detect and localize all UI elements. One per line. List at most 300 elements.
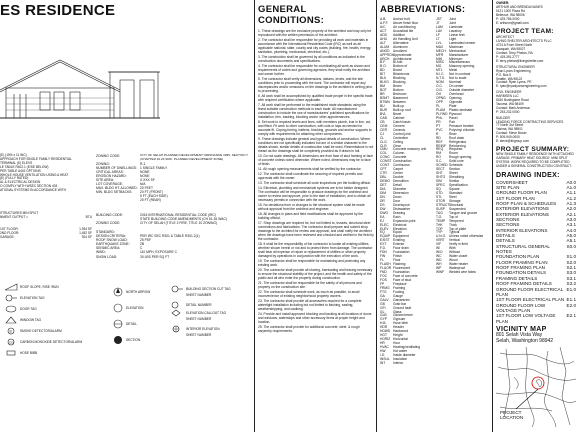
- abbreviation-meaning: Dimension: [393, 190, 409, 195]
- elevation-tag-icon: [4, 294, 18, 302]
- legend-label: SMOKE DETECTOR/ALARM: [20, 329, 62, 333]
- abbreviation-meaning: Flashing: [393, 262, 406, 267]
- column-divider: [492, 0, 493, 432]
- abbreviation-meaning: Outside diameter: [449, 88, 475, 93]
- area-table: [0, 228, 92, 240]
- abbreviation-meaning: Built-up roof: [393, 107, 411, 112]
- elevation-icon: [112, 303, 124, 313]
- abbreviation-meaning: Beam: [393, 84, 402, 89]
- info-line: (E) (15% x 11 INC): [0, 153, 27, 157]
- abbreviation-meaning: Bottom: [393, 88, 404, 93]
- abbreviation-key: FLUOR: [380, 266, 392, 271]
- abbreviation-key: CTR: [380, 171, 387, 176]
- area-label: GARAGE:: [0, 234, 15, 239]
- abbreviation-meaning: Vertical: [449, 238, 460, 243]
- detail-number-icon: [170, 301, 184, 309]
- abbreviation-key: ALUM: [380, 44, 390, 49]
- svg-text:S: S: [9, 329, 12, 334]
- criteria-label: WIND:: [96, 250, 106, 255]
- legend-label: SECTION: [126, 338, 141, 342]
- abbreviation-key: BSMT: [380, 96, 390, 101]
- abbreviations-column: [380, 0, 490, 432]
- code-value: STATE BUILDING CODE AMENDMENTS (CH 51-51 WAC): [140, 217, 227, 222]
- symbol-legend-mid: [112, 287, 162, 351]
- criteria-label: SEISMIC AREA:: [96, 246, 121, 251]
- zoning-label: ZONING CODE:: [96, 154, 121, 158]
- zoning-label: LOT COVERAGE:: [96, 182, 123, 187]
- abbreviation-key: O.C.: [436, 84, 443, 89]
- owner-line: 5121 1000 Plaza Rd: [496, 8, 525, 13]
- abbreviation-key: WWF: [436, 270, 445, 274]
- abbreviation-meaning: Basement: [393, 96, 408, 101]
- abbreviation-meaning: Miscellaneous: [449, 60, 470, 65]
- abbreviation-key: ELEC: [380, 222, 389, 227]
- abbreviation-meaning: Gypsum: [393, 317, 406, 322]
- general-condition-item: 4. The contractor shall be responsible for coordinating all work as shown and requirements of codes and governing agencies, they shall notify the architect and owner further.: [258, 64, 370, 76]
- abbreviation-key: CPT: [380, 167, 387, 172]
- area-label: 2ND FLOOR:: [0, 230, 20, 235]
- abbreviation-key: BD: [380, 68, 385, 73]
- abbreviation-meaning: Above finish floor: [393, 20, 419, 25]
- zoning-table: [96, 154, 252, 203]
- abbreviation-meaning: Center: [393, 171, 403, 176]
- window-tag-icon: [4, 316, 18, 324]
- abbreviation-meaning: Continuous: [393, 163, 410, 168]
- abbreviation-key: HW: [380, 349, 386, 354]
- elevation-callout-icon: [170, 309, 184, 317]
- general-condition-item: 24. Provide and install approved blocking and backing at all locations of doors and windows, waterstops and other accessory items at proper height and location.: [258, 312, 372, 324]
- general-condition-item: 3. The construction shall be governed by all conditions as indicated in the construction documents and specifications.: [258, 55, 365, 63]
- general-condition-item: 15. No deviations from or changes to the structural system shall be made without approval from the architect and engineer.: [258, 203, 365, 211]
- abbreviation-meaning: Joist: [449, 17, 456, 21]
- abbreviation-meaning: Welded wire fabric: [449, 270, 477, 274]
- zoning-label: EROSION HAZARD:: [96, 173, 127, 178]
- abbreviation-key: SECT: [436, 167, 445, 172]
- abbreviation-meaning: Thick: [449, 222, 457, 227]
- abbreviation-meaning: Rough opening: [449, 155, 472, 160]
- abbreviation-key: BTWN: [380, 100, 390, 105]
- abbreviation-key: DR: [380, 198, 385, 203]
- abbreviation-key: MAX: [436, 44, 444, 49]
- abbreviation-meaning: Concrete: [393, 155, 407, 160]
- zoning-value: 1 SINGLE FAMILY: [140, 165, 168, 170]
- abbreviation-meaning: Bottom of: [393, 64, 408, 69]
- abbreviation-key: PLAM: [436, 107, 445, 112]
- abbreviation-key: APPROX: [380, 52, 394, 57]
- abbreviation-key: A.F.F.: [380, 20, 389, 25]
- abbreviation-key: T.O.: [436, 214, 443, 219]
- abbreviation-key: HDR: [380, 325, 388, 330]
- abbreviation-key: GA: [380, 293, 385, 298]
- abbreviation-key: DIM: [380, 190, 387, 195]
- abbreviation-key: TYP: [436, 230, 443, 235]
- abbreviation-meaning: Plastic laminate: [449, 107, 473, 112]
- abbreviation-key: DBL: [380, 175, 387, 180]
- abbreviation-meaning: Square: [449, 186, 460, 191]
- abbreviation-row: [380, 362, 434, 366]
- column-divider: [376, 0, 377, 432]
- abbreviation-key: N.I.C.: [436, 72, 445, 77]
- north-arrow-icon: [112, 287, 124, 297]
- abbreviation-key: INT: [380, 360, 386, 365]
- abbreviation-meaning: Plywood: [449, 111, 462, 116]
- abbreviation-key: RO: [436, 155, 441, 160]
- abbreviation-key: CL: [380, 135, 385, 140]
- abbreviation-meaning: Section: [449, 167, 460, 172]
- project-location-label: [500, 410, 523, 420]
- abbreviation-key: STOR: [436, 198, 446, 203]
- general-condition-item: 21. The contractor shall be responsible for the safety of all persons and property on the construction site.: [258, 281, 362, 289]
- drawing-number: S3.2: [566, 281, 576, 287]
- drawing-number: A3.1: [566, 222, 576, 228]
- info-line: APPROACH FOR SINGLE FAMILY RESIDENTIAL: [0, 156, 72, 161]
- abbreviation-meaning: Control joint: [393, 131, 411, 136]
- abbreviation-key: N.T.S.: [436, 76, 445, 81]
- project-team-info: [496, 36, 576, 144]
- team-line: E: terry.phelan@livingshelter.com: [496, 58, 544, 63]
- area-value: 1,934 SF: [79, 227, 92, 231]
- structures-note: [0, 212, 92, 220]
- abbreviation-meaning: Equal: [393, 230, 402, 235]
- abbreviation-key: BM: [380, 84, 385, 89]
- team-line: Contact: Terry Phelan, RA: [496, 51, 533, 56]
- abbreviation-key: CONC: [380, 155, 390, 160]
- abbreviation-meaning: Fluorescent: [393, 266, 411, 271]
- team-line: 5430 Burlingame Road: [496, 98, 529, 103]
- team-line: P: 509-949-0000: [496, 135, 520, 140]
- legend-label: DOOR TAG: [20, 307, 37, 311]
- abbreviation-meaning: Finish: [393, 254, 402, 259]
- abbreviation-meaning: Maximum: [449, 44, 464, 49]
- abbreviation-meaning: Schedule: [449, 163, 463, 168]
- symbol-legend-right: [170, 285, 252, 337]
- abbreviation-key: LT: [436, 36, 440, 41]
- legend-label: ELEVATION CALLOUT TAG: [186, 311, 227, 315]
- drawing-name: STRUCTURAL GENERAL NOTES: [496, 243, 550, 255]
- abbreviation-key: JT: [436, 20, 440, 25]
- general-conditions-list: [258, 29, 374, 333]
- drawing-index-list: [496, 180, 576, 324]
- abbreviation-key: STRUCT: [436, 202, 450, 207]
- abbreviation-meaning: Height: [393, 333, 403, 338]
- abbreviation-meaning: Water heater: [449, 262, 468, 267]
- abbreviation-meaning: Suspended: [449, 206, 466, 211]
- abbreviation-key: BU: [380, 103, 385, 108]
- owner-line: Bellevue, WA 98006: [496, 12, 525, 17]
- team-line: Seattle, WA 98122: [496, 76, 523, 81]
- abbreviation-key: HR: [380, 341, 385, 346]
- abbreviation-meaning: Exterior: [393, 242, 405, 247]
- abbreviation-meaning: Typical: [449, 230, 460, 235]
- abbreviation-key: VERT: [436, 238, 445, 243]
- abbreviation-meaning: Downspout: [393, 202, 410, 207]
- abbreviation-key: FLASH: [380, 262, 391, 267]
- abbreviation-key: GYP: [380, 317, 387, 322]
- abbreviation-key: B.O.: [380, 64, 387, 69]
- abbreviation-key: BVL: [380, 111, 387, 116]
- abbreviation-key: HDWD: [380, 329, 391, 334]
- owner-heading: OWNER:: [496, 1, 510, 5]
- abbreviation-key: SPEC: [436, 183, 445, 188]
- abbreviation-key: DWG: [380, 210, 389, 215]
- zoning-label: SITE AREA:: [96, 177, 114, 182]
- general-condition-item: 18. It shall be the responsibility of the contractor to locate all existing utilities whether shown herein or not and to protect them from damage. The contractor shall bear all expense of repair or replacement of utilities or other property damaged by operations in conjunction with the execution of the work.: [258, 242, 373, 258]
- abbreviation-key: DN: [380, 194, 385, 199]
- drawing-name: GROUND FLOOR PLAN: [496, 190, 547, 196]
- drawing-number: S3.0: [566, 270, 576, 276]
- abbreviation-meaning: Demolition: [393, 179, 409, 184]
- door-tag-icon: [4, 305, 18, 313]
- abbreviation-meaning: Top of plate: [449, 226, 467, 231]
- criteria-label: STANDARD:: [96, 230, 115, 234]
- team-line: P: 253.232.0000: [496, 109, 520, 114]
- general-condition-item: 2. The contractor shall be responsible for providing all work and materials in accordance with the International Residential Code (IRC) as well as all applicable national, state, county and city codes (building, fire, health, energy, sanitation, plumbing, mechanical, electrical, etc.).: [258, 38, 372, 54]
- abbreviation-meaning: Cabinet: [393, 115, 405, 120]
- abbreviation-key: BIT: [380, 72, 386, 77]
- abbreviation-key: CLG: [380, 139, 387, 144]
- abbreviation-key: PLYWD: [436, 111, 448, 116]
- abbreviation-key: DW: [380, 206, 386, 211]
- abbreviation-meaning: Blocking: [393, 76, 406, 81]
- abbreviation-meaning: Glulam beam: [393, 313, 413, 318]
- drawing-number: A1.1: [566, 190, 576, 196]
- abbreviation-key: JST: [436, 17, 442, 21]
- abbreviation-meaning: Between: [393, 100, 406, 105]
- abbreviation-meaning: Ceiling: [393, 139, 404, 144]
- drawing-name: SITE PLAN: [496, 184, 520, 190]
- abbreviation-meaning: Anodized: [393, 48, 407, 53]
- drawing-name: FOUNDATION PLAN: [496, 254, 540, 260]
- general-condition-item: 25. The contractor shall provide for additional concrete, steel, & rough carpentry requirements.: [258, 325, 360, 333]
- building-code-table: [96, 213, 252, 225]
- abbreviation-key: FOC: [380, 273, 387, 278]
- abbreviation-key: SQ: [436, 186, 441, 191]
- abbreviation-meaning: Plate: [449, 103, 457, 108]
- house-elevation-drawing: [0, 42, 160, 122]
- drawing-name: 1ST FLOOR ELECTRICAL PLAN: [496, 297, 565, 303]
- abbreviation-key: CMU: [380, 147, 388, 152]
- abbreviation-meaning: Linear feet: [449, 32, 465, 37]
- interior-elevation-icon: [170, 325, 184, 333]
- legend-label: CARBON MONOXIDE DETECTOR/ALARM: [20, 340, 83, 344]
- drawing-name: INTERIOR ELEVATIONS: [496, 227, 548, 233]
- drawing-name: SECTIONS: [496, 222, 520, 228]
- abbreviation-key: PNL: [436, 115, 443, 120]
- abbreviation-key: MIN: [436, 56, 443, 61]
- project-location-marker: [532, 377, 544, 389]
- team-line: Tacoma, WA 98409: [496, 101, 524, 106]
- info-line: ATIONAL SYSTEMS IN ACCORDANCE WITH: [0, 188, 66, 193]
- abbreviation-key: GB: [380, 301, 385, 306]
- drawing-name: DETAILS: [496, 238, 515, 244]
- drawing-number: S2.1: [566, 265, 576, 271]
- abbreviation-key: F.D.: [380, 246, 386, 251]
- abbreviation-key: WC: [436, 254, 442, 259]
- abbreviation-meaning: Hot water: [393, 349, 408, 354]
- legend-label: SHEET NUMBER: [186, 333, 212, 337]
- abbreviation-key: HVAC: [380, 345, 389, 350]
- general-condition-item: 10. Do not scale drawings. All dimensions are from face of stud framing or face of concrete unless noted otherwise. Where noted, dimensions may be to face of finish.: [258, 154, 373, 166]
- info-line: O COMPLY WITH WSEC SECTION 403: [0, 184, 58, 189]
- general-condition-item: 17. Shop drawings are required for, but not limited to, trusses, structural steel connections and fabrications. The contractor shall prepare and submit shop drawings to the architect for review and approval, and shall notify the architect when the drawings have been reviewed and checked and verified in the field by the contractor.: [258, 221, 374, 241]
- abbreviation-key: DEMO: [380, 179, 390, 184]
- team-line: STRUCTURAL ENGINEER: [496, 64, 535, 69]
- drawing-number: S0.0: [566, 243, 576, 249]
- zoning-value: NONE: [140, 169, 150, 174]
- abbreviation-meaning: Aluminum: [393, 44, 408, 49]
- detail-icon: [112, 319, 124, 329]
- abbreviation-meaning: Storage: [449, 198, 461, 203]
- zoning-value: N/A: [140, 182, 146, 187]
- abbreviation-meaning: Water closet: [449, 254, 468, 259]
- legend-label: ELEVATION TAG: [20, 296, 45, 300]
- legend-label: BUILDING SECTION CUT TAG: [186, 287, 231, 291]
- drawing-index-row: [496, 303, 576, 314]
- abbreviation-meaning: Insulation: [393, 356, 408, 361]
- abbreviation-meaning: Door: [393, 198, 401, 203]
- abbreviation-key: W/: [436, 246, 441, 251]
- drawing-name: SECTIONS: [496, 217, 520, 223]
- drawing-number: A2.1: [566, 211, 576, 217]
- legend-label: INTERIOR ELEVATION: [186, 327, 220, 331]
- abbreviation-key: FTG: [380, 289, 387, 294]
- abbreviation-key: DET: [380, 183, 387, 188]
- abbreviation-meaning: Cement: [393, 123, 405, 128]
- abbreviation-meaning: Electrical: [393, 222, 407, 227]
- general-condition-item: 5. The contractor shall verify all dimensions, datums, levels, and the site conditions prior to proceeding with the work. The contractor will report any discrepancies and/or omissions on the drawings to the architect in writing prior to proceeding.: [258, 77, 373, 93]
- abbreviation-meaning: Double: [393, 175, 404, 180]
- abbreviation-meaning: Sheathing: [449, 175, 464, 180]
- symbol-legend-left: [4, 283, 94, 360]
- abbreviation-key: OH: [436, 92, 441, 97]
- general-conditions-column: [258, 0, 374, 432]
- abbreviation-meaning: Fireplace: [393, 281, 407, 286]
- abbreviation-meaning: Face of concrete: [393, 273, 418, 278]
- general-condition-item: 6. All work shall be accomplished by qualified trade people in the specific trade with required certification where applicable.: [258, 94, 373, 102]
- criteria-label: DESIGN CRITERIA:: [96, 234, 126, 239]
- abbreviation-meaning: On center: [449, 84, 464, 89]
- abbreviation-meaning: Opposite: [449, 100, 463, 105]
- abbreviation-key: EXT: [380, 242, 387, 247]
- drawing-number: A5.0: [566, 233, 576, 239]
- drawing-name: FLOOR FRAMING PLAN: [496, 259, 548, 265]
- section-cut-tag-icon: [170, 285, 184, 293]
- abbreviation-key: CB: [380, 119, 385, 124]
- zoning-label: [96, 198, 140, 202]
- general-condition-item: 14. Electrical, plumbing and mechanical systems are to be bidder designed. The contractor will be responsible to produce drawings for the architect and owner to review and approve, prior to the start of installation, and to obtain all necessary permits in connection with the work.: [258, 186, 371, 202]
- general-condition-item: 13. The contractor shall schedule all code inspections per the building official.: [258, 181, 371, 185]
- zoning-value: 5 FT (EACH SIDE): [140, 194, 168, 199]
- zoning-label: CRITICAL AREAS:: [96, 169, 124, 174]
- abbreviation-meaning: Required: [449, 147, 463, 152]
- drawing-number: E2.0: [566, 302, 576, 308]
- abbreviation-meaning: Not in contract: [449, 72, 471, 77]
- abbreviation-key: I.D.: [380, 353, 386, 358]
- legend-label: HOSE BIBB: [20, 351, 38, 355]
- project-location-label-line2: LOCATION: [500, 415, 524, 421]
- abbreviation-meaning: Horizontal: [393, 337, 408, 342]
- zoning-value: NONE: [140, 173, 150, 178]
- abbreviation-key: MTL: [436, 68, 443, 73]
- abbreviation-key: PR: [436, 119, 441, 124]
- abbreviation-meaning: Galvanized: [393, 297, 410, 302]
- abbreviation-meaning: Built-up: [393, 103, 405, 108]
- project-location-label-line1: PROJECT: [500, 410, 522, 415]
- abbreviation-key: REF: [436, 139, 443, 144]
- abbreviation-meaning: Verify in field: [449, 242, 468, 247]
- drawing-name: GROUND FLOOR ELECTRICAL PLAN: [496, 286, 563, 297]
- abbreviation-key: U.N.O.: [436, 234, 447, 239]
- abbreviation-key: PL: [436, 103, 441, 108]
- drawing-number: E2.1: [566, 313, 576, 319]
- team-line: E: ryan@ryanlyonsengineering.com: [496, 84, 547, 89]
- abbreviation-key: SIM: [436, 179, 442, 184]
- abbreviation-meaning: Face of stud: [393, 277, 412, 282]
- abbreviation-meaning: Equipment: [393, 234, 409, 239]
- abbreviation-meaning: Interior: [393, 360, 404, 365]
- abbreviation-key: LAM: [436, 24, 443, 29]
- abbreviation-key: SUSP: [436, 206, 445, 211]
- abbreviation-key: B.F.: [380, 60, 386, 65]
- abbreviation-meaning: Pair: [449, 119, 455, 124]
- abbreviation-meaning: Elevation: [393, 226, 407, 231]
- general-conditions-heading: GENERAL CONDITIONS:: [258, 4, 325, 26]
- abbreviation-meaning: Steel: [449, 194, 457, 199]
- drawing-number: A1.2: [566, 195, 576, 201]
- code-label: ZONING CODE:: [96, 221, 121, 226]
- abbreviation-key: R: [436, 131, 439, 136]
- drawing-number: A5.1: [566, 238, 576, 244]
- abbreviation-key: GLB: [380, 313, 387, 318]
- abbreviation-key: ARCH: [380, 56, 390, 61]
- abbreviation-key: BOT: [380, 88, 387, 93]
- abbreviation-key: FP: [380, 281, 385, 286]
- structures-sub: NMENT OUTPUT =: [0, 214, 28, 219]
- abbreviation-meaning: Addition: [393, 32, 405, 37]
- structures-unit: BTU: [85, 214, 92, 219]
- left-column: [0, 0, 254, 432]
- team-line: 4724 A Front Street North: [496, 43, 533, 48]
- zoning-value: 20 FT (REAR): [140, 198, 161, 203]
- abbreviation-key: ANOD: [380, 48, 390, 53]
- owner-line: ARTHUR AND BRENDA NUNES: [496, 4, 543, 9]
- abbreviation-key: CAB: [380, 115, 387, 120]
- abbreviation-meaning: Top of: [449, 214, 458, 219]
- abbreviation-key: GL: [380, 309, 385, 314]
- hose-bibb-icon: [4, 349, 18, 357]
- drawing-name: ROOF FRAMING PLAN: [496, 265, 546, 271]
- abbreviation-key: MECH: [436, 48, 446, 53]
- abbreviation-key: EA: [380, 214, 385, 219]
- abbreviation-meaning: Tempered: [449, 218, 464, 223]
- abbreviation-key: VIF: [436, 242, 442, 247]
- criteria-value: 110 MPH, EXPOSURE C: [140, 250, 177, 255]
- abbreviation-key: WH: [436, 262, 442, 267]
- abbreviation-meaning: Refrigerator: [449, 139, 467, 144]
- abbreviation-meaning: Each: [393, 214, 401, 219]
- abbreviation-key: WD: [436, 258, 442, 263]
- abbreviation-row: [436, 271, 490, 275]
- abbreviation-meaning: Panel: [449, 115, 458, 120]
- abbreviation-meaning: Riser: [449, 131, 457, 136]
- team-line: LIVING SHELTER ARCHITECTS PLLC: [496, 39, 552, 44]
- abbreviation-key: T&G: [436, 210, 443, 215]
- general-condition-item: 8. Set work to required levels and lines, with members plumb, true in line, cut, and fitted. Fit work to other construction, with cuts or laps as needed for accurate fit. Coping furring, battens, blocking, grounds and anchor supports to comply with requirements for attaching other components.: [258, 120, 372, 136]
- abbreviation-meaning: Hose bibb: [393, 321, 408, 326]
- abbreviations-list-1: [380, 18, 434, 366]
- abbreviation-meaning: Alternative: [393, 40, 409, 45]
- info-line: WHOLE HOUSE VENTILATION USING A HEAT: [0, 172, 69, 177]
